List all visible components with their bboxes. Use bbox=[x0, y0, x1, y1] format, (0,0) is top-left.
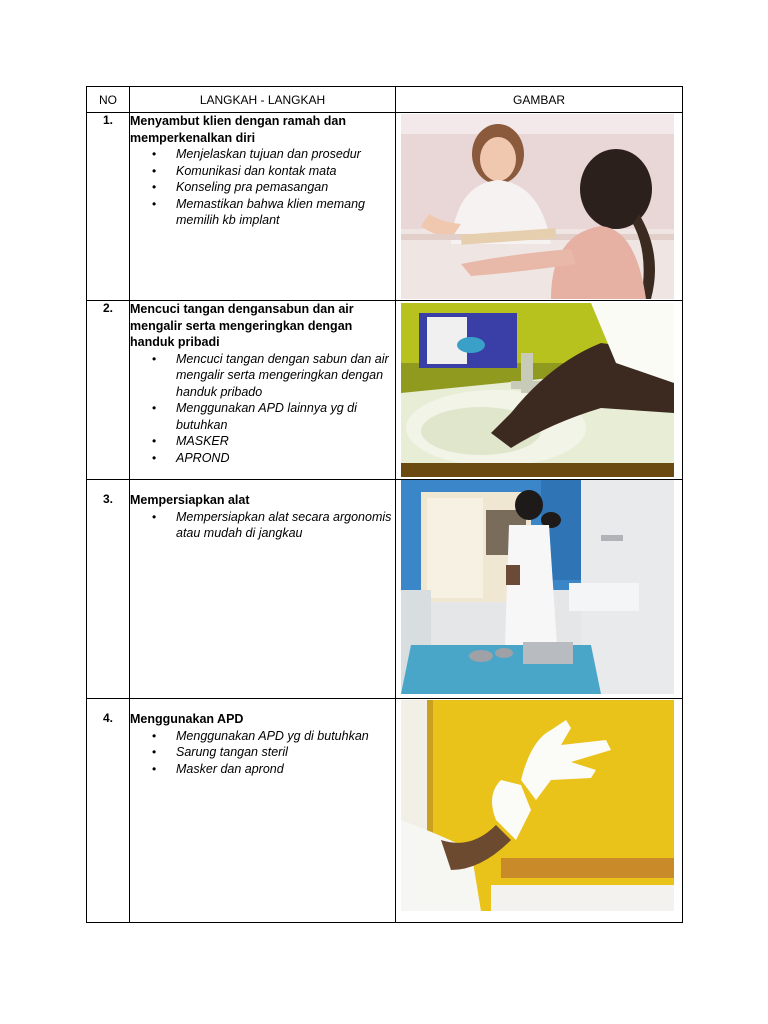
sub-step-list bbox=[130, 146, 395, 229]
handwashing-photo bbox=[401, 303, 674, 477]
picture-cell bbox=[396, 480, 683, 699]
row-number bbox=[87, 480, 130, 699]
step-title: Mencuci tangan dengansabun dan air mengalir serta mengeringkan dengan handuk pribadi bbox=[130, 302, 354, 349]
step-title: Menyambut klien dengan ramah dan memperkenalkan diri bbox=[130, 114, 347, 145]
header-no: NO bbox=[87, 87, 130, 113]
table-header-row bbox=[87, 87, 683, 113]
sterile-gloves-photo bbox=[401, 700, 674, 911]
sub-step: • Sarung tangan steril bbox=[176, 744, 395, 761]
table-row bbox=[87, 480, 683, 699]
sub-step: • Masker dan aprond bbox=[176, 761, 395, 778]
sub-step: • Konseling pra pemasangan bbox=[176, 179, 395, 196]
table-row bbox=[87, 113, 683, 301]
step-title: Mempersiapkan alat bbox=[130, 493, 250, 507]
sub-step-list bbox=[130, 509, 395, 542]
sub-step: • Mencuci tangan dengan sabun dan air mengalir serta mengeringkan dengan handuk pribado bbox=[176, 351, 395, 401]
instrument-preparation-photo bbox=[401, 480, 674, 694]
procedure-table bbox=[86, 86, 683, 923]
table-row bbox=[87, 301, 683, 480]
step-cell bbox=[130, 113, 396, 301]
header-picture: GAMBAR bbox=[396, 87, 683, 113]
sub-step-list bbox=[130, 351, 395, 467]
counseling-photo bbox=[401, 114, 674, 299]
sub-step: • Mempersiapkan alat secara argonomis atau mudah di jangkau bbox=[176, 509, 395, 542]
table-row bbox=[87, 699, 683, 923]
picture-cell bbox=[396, 699, 683, 923]
sub-step: • Komunikasi dan kontak mata bbox=[176, 163, 395, 180]
sub-step: • APROND bbox=[176, 450, 395, 467]
sub-step-list bbox=[130, 728, 395, 778]
row-number: 1. bbox=[87, 113, 130, 301]
row-number: 2. bbox=[87, 301, 130, 480]
step-cell bbox=[130, 301, 396, 480]
header-steps: LANGKAH - LANGKAH bbox=[130, 87, 396, 113]
row-number-text: 3. bbox=[102, 492, 113, 506]
picture-cell bbox=[396, 113, 683, 301]
step-title: Menggunakan APD bbox=[130, 712, 244, 726]
sub-step: • Menggunakan APD lainnya yg di butuhkan bbox=[176, 400, 395, 433]
row-number-text: 4. bbox=[102, 711, 113, 725]
row-number bbox=[87, 699, 130, 923]
picture-cell bbox=[396, 301, 683, 480]
sub-step: • Menggunakan APD yg di butuhkan bbox=[176, 728, 395, 745]
step-cell bbox=[130, 480, 396, 699]
sub-step: • MASKER bbox=[176, 433, 395, 450]
sub-step: • Menjelaskan tujuan dan prosedur bbox=[176, 146, 395, 163]
step-cell bbox=[130, 699, 396, 923]
sub-step: • Memastikan bahwa klien memang memilih kb implant bbox=[176, 196, 395, 229]
